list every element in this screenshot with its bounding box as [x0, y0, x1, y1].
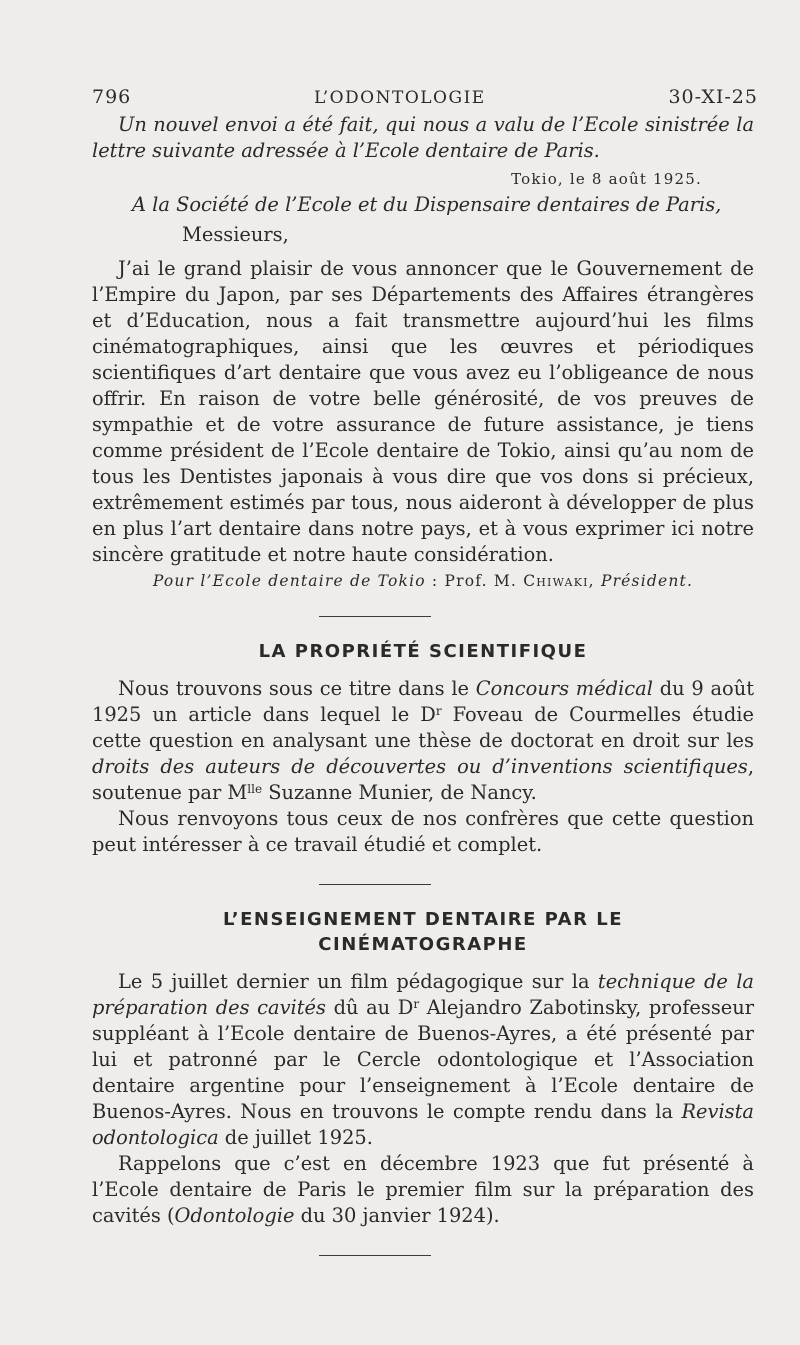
signature-prefix: Pour l’Ecole dentaire de Tokio	[152, 572, 426, 590]
superscript: r	[435, 704, 442, 718]
text-run: dû au D	[325, 996, 414, 1019]
section-divider	[319, 884, 431, 885]
text-run-italic: Concours médical	[475, 677, 653, 700]
text-run-italic: Odontologie	[174, 1204, 295, 1227]
text-run: Rappelons que c’est en décembre 1923 que fut présenté à l’Ecole dentaire de Paris le premier film sur la préparation des cavités (	[92, 1152, 754, 1227]
text-run: Suzanne Munier, de Nancy.	[262, 781, 537, 804]
running-header	[92, 86, 758, 108]
section-heading-enseignement	[92, 907, 754, 957]
enseignement-paragraph-1	[92, 969, 754, 1151]
heading-line-2: CINÉMATOGRAPHE	[318, 934, 528, 955]
letter-address: A la Société de l’Ecole et du Dispensaire dentaires de Paris,	[132, 193, 722, 216]
signature-sep: : Prof. M.	[425, 572, 524, 590]
text-run-italic: Revista odontologica	[92, 1100, 754, 1149]
superscript: lle	[247, 782, 263, 796]
letter-intro: Un nouvel envoi a été fait, qui nous a valu de l’Ecole sinistrée la lettre suivante adressée à l’Ecole dentaire de Paris.	[92, 113, 754, 162]
text-run: Foveau de Courmelles étudie cette question en analysant une thèse de doctorat en droit sur les	[92, 703, 754, 752]
issue-date: 30-XI-25	[668, 86, 758, 108]
section-divider	[319, 1255, 431, 1256]
propriete-paragraph-2: Nous renvoyons tous ceux de nos confrères que cette question peut intéresser à ce travail étudié et complet.	[92, 807, 754, 856]
section-heading-propriete: LA PROPRIÉTÉ SCIENTIFIQUE	[258, 641, 588, 662]
text-run: Nous trouvons sous ce titre dans le	[118, 677, 476, 700]
signature-name: Chiwaki	[523, 572, 589, 590]
letter-signature: Pour l’Ecole dentaire de Tokio : Prof. M. Chiwaki, Président.	[152, 572, 694, 590]
signature-title: Président.	[600, 572, 694, 590]
letter-date: Tokio, le 8 août 1925.	[511, 170, 702, 188]
heading-line-1: L’ENSEIGNEMENT DENTAIRE PAR LE	[222, 909, 624, 930]
section-divider	[319, 616, 431, 617]
text-run-italic: droits des auteurs de découvertes ou d’inventions scientifiques	[92, 755, 748, 778]
superscript: r	[413, 997, 420, 1011]
letter-salutation: Messieurs,	[182, 223, 289, 246]
text-run-italic: technique de la préparation des cavités	[92, 970, 754, 1019]
enseignement-paragraph-2	[92, 1151, 754, 1229]
text-run: du 30 janvier 1924).	[294, 1204, 500, 1227]
page-number: 796	[92, 86, 132, 108]
journal-title: L’ODONTOLOGIE	[314, 88, 486, 108]
text-run: Le 5 juillet dernier un film pédagogique sur la	[118, 970, 598, 993]
propriete-paragraph-1	[92, 676, 754, 806]
text-run: , soutenue par M	[92, 755, 754, 804]
text-run: du 9 août 1925 un article dans lequel le D	[92, 677, 754, 726]
text-run: Alejandro Zabotinsky, professeur suppléant à l’Ecole dentaire de Buenos-Ayres, a été présenté par lui et patronné par le Cercle odontologique et l’Association dentaire argentine pour l’enseignement à l’Ecole dentaire de Buenos-Ayres. Nous en trouvons le compte rendu dans la	[92, 996, 755, 1123]
text-run: de juillet 1925.	[218, 1126, 373, 1149]
letter-body: J’ai le grand plaisir de vous annoncer que le Gouvernement de l’Empire du Japon, par ses Départements des Affaires étrangères et d’Education, nous a fait transmettre aujourd’hui les films cinématographiques, ainsi que les œuvres et périodiques scientifiques d’art dentaire que vous avez eu l’obligeance de nous offrir. En raison de votre belle générosité, de vos preuves de sympathie et de votre assurance de future assistance, je tiens comme président de l’Ecole dentaire de Tokio, ainsi qu’au nom de tous les Dentistes japonais à vous dire que vos dons si précieux, extrêmement estimés par tous, nous aideront à développer de plus en plus l’art dentaire dans notre pays, et à vous exprimer ici notre sincère gratitude et notre haute considération.	[92, 257, 754, 566]
